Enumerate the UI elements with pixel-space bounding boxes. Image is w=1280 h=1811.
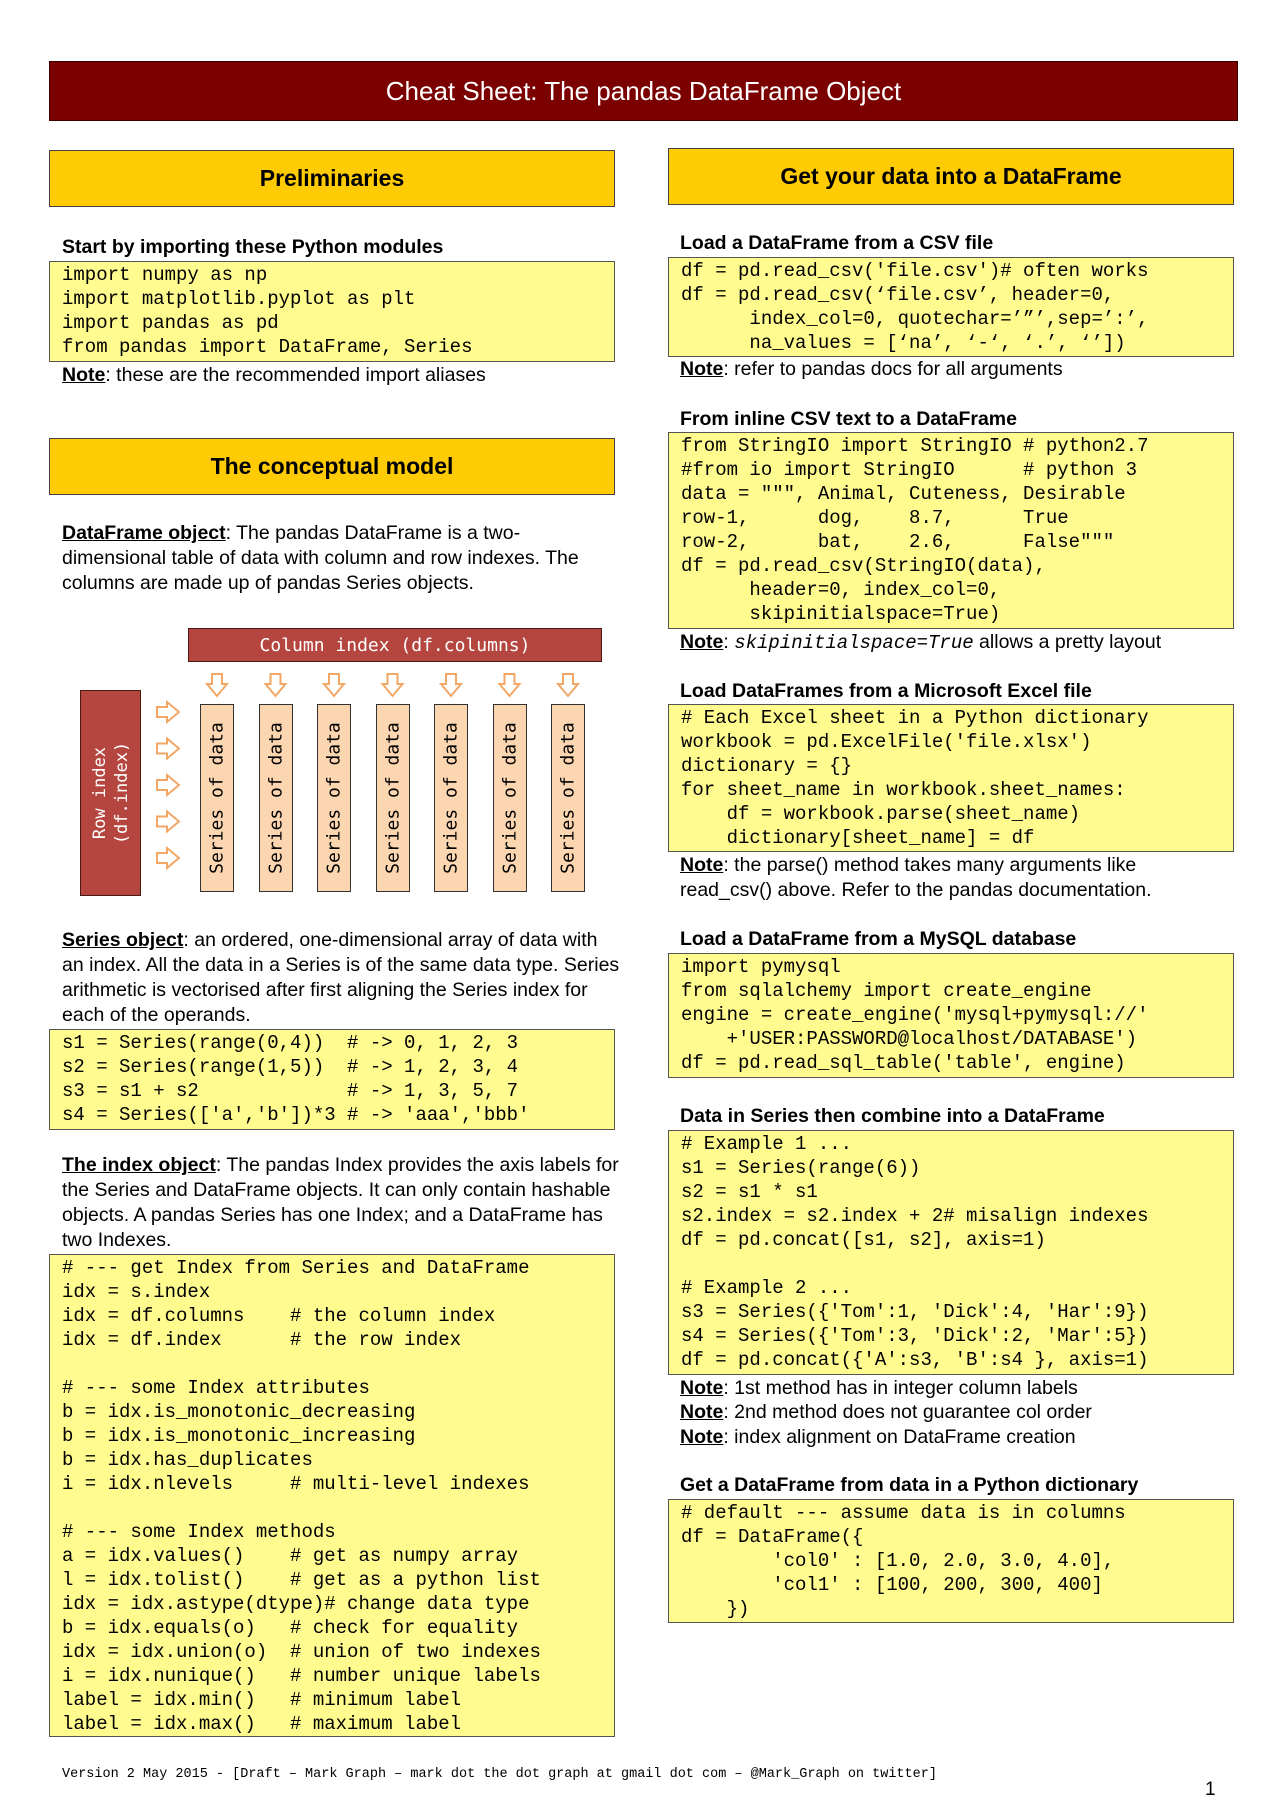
excel-subtitle: Load DataFrames from a Microsoft Excel file bbox=[680, 680, 1092, 702]
mysql-code: import pymysql from sqlalchemy import create_engine engine = create_engine('mysql+pymysql://' +'USER:PASSWORD@localhost/DATABASE') df = pd.read_sql_table('table', engine) bbox=[668, 953, 1234, 1078]
prelim-subtitle: Start by importing these Python modules bbox=[62, 236, 444, 258]
series-column-2 bbox=[259, 704, 293, 892]
series-column-label: Series of data bbox=[440, 722, 462, 874]
down-arrow-icon bbox=[324, 674, 344, 696]
series-column-label: Series of data bbox=[206, 722, 228, 874]
series-column-4 bbox=[376, 704, 410, 892]
series-column-label: Series of data bbox=[323, 722, 345, 874]
page-number: 1 bbox=[1205, 1779, 1216, 1800]
dict-subtitle: Get a DataFrame from data in a Python dictionary bbox=[680, 1474, 1139, 1496]
down-arrow-icon bbox=[500, 674, 520, 696]
series-column-1 bbox=[200, 704, 234, 892]
down-arrow-icon bbox=[383, 674, 403, 696]
csv-note: Note: refer to pandas docs for all arguments bbox=[680, 358, 1063, 380]
dict-code: # default --- assume data is in columns df = DataFrame({ 'col0' : [1.0, 2.0, 3.0, 4.0], 'col1' : [100, 200, 300, 400] }) bbox=[668, 1499, 1234, 1623]
series-combine-note-1: Note: 1st method has in integer column labels bbox=[680, 1377, 1078, 1399]
prelim-note: Note: these are the recommended import aliases bbox=[62, 364, 486, 386]
section-conceptual-model: The conceptual model bbox=[49, 438, 615, 495]
series-combine-subtitle: Data in Series then combine into a DataFrame bbox=[680, 1105, 1105, 1127]
inline-note: Note: skipinitialspace=True allows a pretty layout bbox=[680, 631, 1162, 654]
excel-code: # Each Excel sheet in a Python dictionary workbook = pd.ExcelFile('file.xlsx') dictionary = {} for sheet_name in workbook.sheet_names: df = workbook.parse(sheet_name) dictionary[sheet_name] = df bbox=[668, 704, 1234, 852]
series-column-label: Series of data bbox=[382, 722, 403, 874]
section-preliminaries: Preliminaries bbox=[49, 150, 615, 207]
down-arrow-icon bbox=[441, 674, 461, 696]
row-index-label bbox=[89, 742, 133, 844]
column-index-box: Column index (df.columns) bbox=[188, 628, 602, 662]
csv-subtitle: Load a DataFrame from a CSV file bbox=[680, 232, 994, 254]
row-index-line2: (df.index) bbox=[111, 741, 132, 845]
series-combine-code: # Example 1 ... s1 = Series(range(6)) s2 = s1 * s1 s2.index = s2.index + 2# misalign indexes df = pd.concat([s1, s2], axis=1) # Example 2 ... s3 = Series({'Tom':1, 'Dick':4, 'Har':9}) s4 = Series({'Tom':3, 'Dick':2, 'Mar':5}) df = pd.concat({'A':s3, 'B':s4 }, axis=1) bbox=[668, 1130, 1234, 1375]
series-column-label: Series of data bbox=[265, 722, 286, 874]
inline-code: from StringIO import StringIO # python2.7 #from io import StringIO # python 3 data = """, Animal, Cuteness, Desirable row-1, dog, 8.7, True row-2, bat, 2.6, False""" df = pd.read_csv(StringIO(data), header=0, index_col=0, skipinitialspace=True) bbox=[668, 432, 1234, 629]
row-index-line1: Row index bbox=[89, 746, 110, 840]
series-column-label: Series of data bbox=[499, 722, 520, 874]
series-code: s1 = Series(range(0,4)) # -> 0, 1, 2, 3 s2 = Series(range(1,5)) # -> 1, 2, 3, 4 s3 = s1 + s2 # -> 1, 3, 5, 7 s4 = Series(['a','b'])*3 # -> 'aaa','bbb' bbox=[49, 1029, 615, 1130]
down-arrow-icon bbox=[207, 674, 227, 696]
series-description: Series object: an ordered, one-dimensional array of data with an index. All the data in a Series is of the same data type. Series arithmetic is vectorised after first aligning the Series index for each of the operands. bbox=[62, 929, 620, 1026]
series-column-7 bbox=[551, 704, 585, 892]
series-column-6 bbox=[493, 704, 527, 892]
right-arrow-icon bbox=[157, 739, 179, 759]
prelim-code: import numpy as np import matplotlib.pyplot as plt import pandas as pd from pandas import DataFrame, Series bbox=[49, 261, 615, 362]
series-combine-note-2: Note: 2nd method does not guarantee col order bbox=[680, 1401, 1092, 1423]
row-arrows bbox=[155, 700, 185, 890]
right-arrow-icon bbox=[157, 775, 179, 795]
right-arrow-icon bbox=[157, 812, 179, 832]
series-column-3 bbox=[317, 704, 351, 892]
index-description: The index object: The pandas Index provides the axis labels for the Series and DataFrame objects. It can only contain hashable objects. A pandas Series has one Index; and a DataFrame has two Indexes. bbox=[62, 1154, 619, 1251]
series-column-label: Series of data bbox=[557, 722, 579, 874]
down-arrow-icon bbox=[558, 674, 578, 696]
index-code: # --- get Index from Series and DataFrame idx = s.index idx = df.columns # the column index idx = df.index # the row index # --- some Index attributes b = idx.is_monotonic_decreasing b = idx.is_monotonic_increasing b = idx.has_duplicates i = idx.nlevels # multi-level indexes # --- some Index methods a = idx.values() # get as numpy array l = idx.tolist() # get as a python list idx = idx.astype(dtype)# change data type b = idx.equals(o) # check for equality idx = idx.union(o) # union of two indexes i = idx.nunique() # number unique labels label = idx.min() # minimum label label = idx.max() # maximum label bbox=[49, 1254, 615, 1737]
section-get-data: Get your data into a DataFrame bbox=[668, 148, 1234, 205]
column-arrows bbox=[188, 672, 608, 700]
series-column-5 bbox=[434, 704, 468, 892]
dataframe-description: DataFrame object: The pandas DataFrame is a two-dimensional table of data with column and row indexes. The columns are made up of pandas Series objects. bbox=[62, 522, 579, 594]
footer: Version 2 May 2015 - [Draft – Mark Graph – mark dot the dot graph at gmail dot com – @Mark_Graph on twitter] bbox=[62, 1767, 937, 1782]
row-index-box bbox=[80, 690, 141, 896]
inline-subtitle: From inline CSV text to a DataFrame bbox=[680, 408, 1017, 430]
csv-code: df = pd.read_csv('file.csv')# often works df = pd.read_csv(‘file.csv’, header=0, index_col=0, quotechar=’”’,sep=’:’, na_values = [‘na’, ‘-‘, ‘.’, ‘’]) bbox=[668, 257, 1234, 357]
right-arrow-icon bbox=[157, 848, 179, 868]
down-arrow-icon bbox=[266, 674, 286, 696]
excel-note: Note: the parse() method takes many arguments like read_csv() above. Refer to the pandas documentation. bbox=[680, 854, 1152, 901]
series-combine-note-3: Note: index alignment on DataFrame creation bbox=[680, 1426, 1076, 1448]
right-arrow-icon bbox=[157, 702, 179, 722]
page-title: Cheat Sheet: The pandas DataFrame Object bbox=[49, 61, 1238, 121]
mysql-subtitle: Load a DataFrame from a MySQL database bbox=[680, 928, 1077, 950]
